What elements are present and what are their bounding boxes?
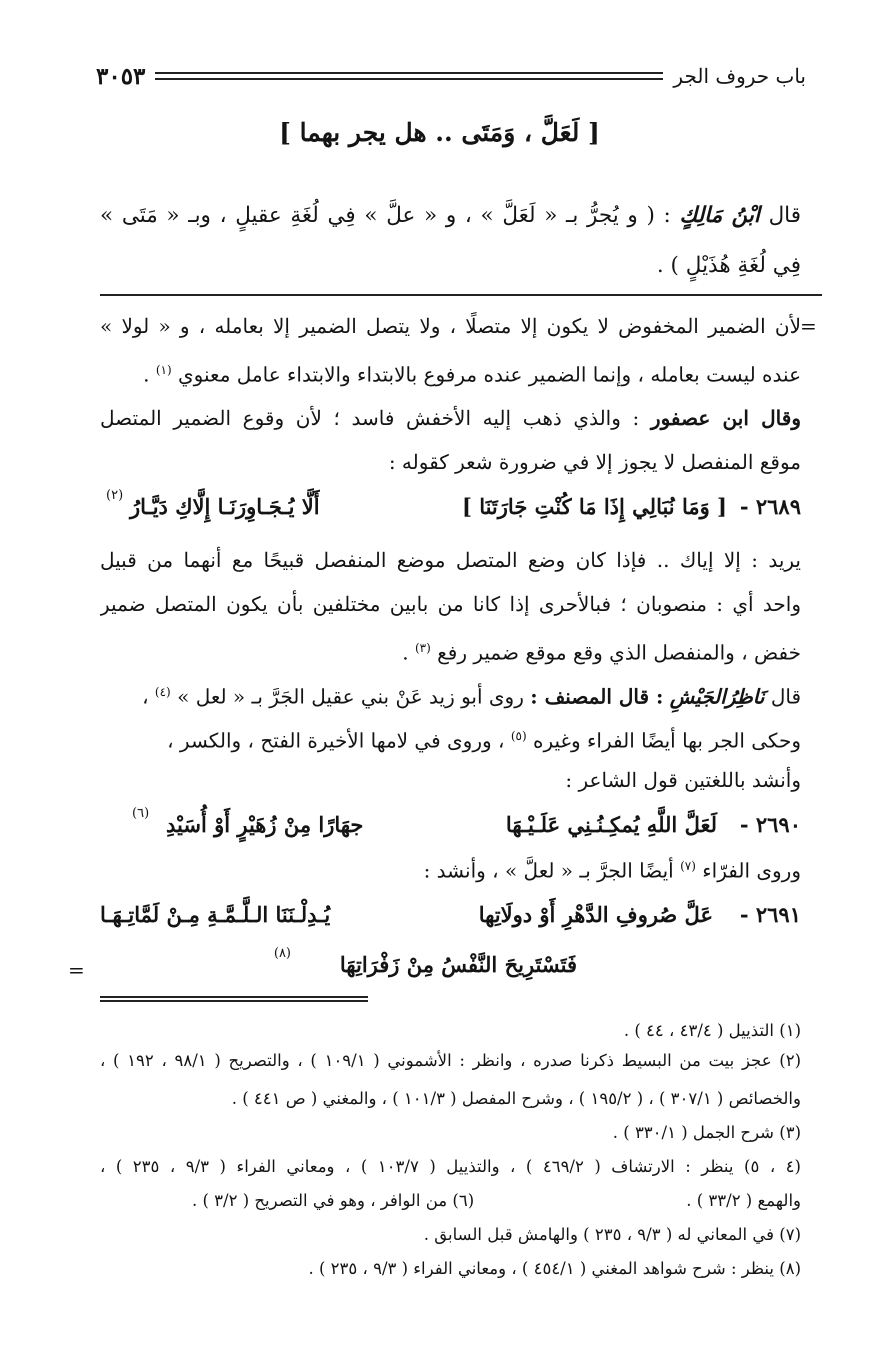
section-title: [ لَعَلَّ ، وَمَتَى .. هل يجر بهما ]: [279, 118, 600, 147]
running-header: [96, 56, 806, 96]
matn-rule: [100, 294, 822, 296]
verse-2689: [100, 488, 801, 532]
hemistich: جهَارًا مِنْ زُهَيْرٍ أَوْ أُسَيْدِ: [166, 812, 364, 837]
header-rule: [155, 72, 663, 80]
verse-2690: [100, 806, 801, 850]
chapter-title: باب حروف الجر: [673, 64, 806, 88]
matn-line-1: [100, 196, 801, 236]
verse-2691: [100, 896, 801, 940]
verse-number: ٢٦٨٩ -: [739, 494, 801, 519]
body-line: يريد : إلا إياك .. فإذا كان وضع المتصل موضع المنفصل قبيحًا مع أنهما من قبيل: [100, 548, 801, 572]
page-number: ٣٠٥٣: [96, 62, 146, 90]
footnote: (٧) في المعاني له ( ٩/٣ ، ٢٣٥ ) والهامش قبل السابق .: [423, 1225, 801, 1244]
footnote-ref: (١): [155, 363, 172, 377]
body-line: قال نَاظِرُالجَيْشِ : قال المصنف : روى أبو زيد عَنْ بني عقيل الجَرَّ بـ « لعل » $^{(٤)}$ ،: [142, 684, 801, 709]
body-line: واحد أي : منصوبان ؛ فبالأحرى إذا كانا من بابين مختلفين بأن يكون المتصل ضمير: [100, 592, 801, 616]
matn-speaker: ابْنُ مَالِكٍ: [679, 203, 760, 228]
body-line: وقال ابن عصفور : والذي ذهب إليه الأخفش فاسد ؛ لأن وقوع الضمير المتصل: [100, 406, 801, 430]
hemistich: [ وَمَا نُبَالِي إِذَا مَا كُنْتِ جَارَتَنَا ]: [461, 494, 727, 519]
matn-prefix: قال: [768, 203, 801, 228]
body-line: عنده ليست بعامله ، وإنما الضمير عنده مرفوع بالابتداء والابتداء عامل معنوي $^{(١)}$ .: [143, 362, 801, 387]
footnote: والخصائص ( ٣٠٧/١ ) ، ( ١٩٥/٢ ) ، وشرح المفصل ( ١٠١/٣ ) ، والمغني ( ص ٤٤١ ) .: [231, 1089, 801, 1108]
footnote: (٤ ، ٥) ينظر : الارتشاف ( ٤٦٩/٢ ) ، والتذييل ( ١٠٣/٧ ) ، ومعاني الفراء ( ٩/٣ ، ٢٣٥ ) ،: [100, 1157, 801, 1176]
footnote-ref: (٣): [414, 641, 431, 655]
footnote: (٢) عجز بيت من البسيط ذكرنا صدره ، وانظر : الأشموني ( ١٠٩/١ ) ، والتصريح ( ٩٨/١ ، ١٩٢ ) ،: [100, 1051, 801, 1070]
verse-number: ٢٦٩٠ -: [739, 812, 801, 837]
footnote-ref: (٤): [154, 685, 171, 699]
quoted-author: نَاظِرُالجَيْشِ: [669, 684, 765, 709]
quoted-author: وقال ابن عصفور: [650, 406, 801, 430]
body-line: وروى الفرّاء $^{(٧)}$ أيضًا الجرَّ بـ « لعلَّ » ، وأنشد :: [423, 858, 801, 883]
hemistich: يُـدِلْـنَنَا الـلَّـمَّـةِ مِـنْ لَمَّاتِـهَـا: [100, 902, 331, 927]
matn-text: : ( و يُجرُّ بـ « لَعَلَّ » ، و « علَّ » فِي لُغَةِ عقيلٍ ، وبـ « مَتَى »: [100, 203, 671, 228]
footnote: (٣) شرح الجمل ( ٣٣٠/١ ) .: [612, 1123, 801, 1142]
footnote: والهمع ( ٣٣/٢ ) .: [686, 1191, 801, 1210]
verse-number: ٢٦٩١ -: [739, 902, 801, 927]
footnote: (٦) من الوافر ، وهو في التصريح ( ٣/٢ ) .: [192, 1191, 475, 1210]
footnote-ref: (٨): [273, 946, 291, 961]
verse-2691-line-2: [100, 946, 801, 990]
hemistich: فَتَسْتَرِيحَ النَّفْسُ مِنْ زَفْرَاتِهَا: [339, 952, 577, 977]
footnote: (٨) ينظر : شرح شواهد المغني ( ٤٥٤/١ ) ، ومعاني الفراء ( ٩/٣ ، ٢٣٥ ) .: [308, 1259, 801, 1278]
footnote-ref: (٢): [106, 488, 124, 503]
hemistich: أَلَّا يُـجَـاوِرَنَـا إِلَّاكِ دَيَّـارُ: [130, 494, 320, 519]
body-line: خفض ، والمنفصل الذي وقع موقع ضمير رفع $^{(٣)}$ .: [402, 640, 801, 665]
body-line: وأنشد باللغتين قول الشاعر :: [565, 768, 801, 792]
hemistich: عَلَّ صُروفِ الدَّهْرِ أَوْ دولَاتِها: [478, 902, 713, 927]
body-line: لأن الضمير المخفوض لا يكون إلا متصلًا ، ولا يتصل الضمير إلا بعامله ، و « لولا »: [100, 314, 801, 338]
footnote-ref: (٥): [510, 729, 527, 743]
continuation-mark: =: [800, 314, 817, 338]
footnote: (١) التذييل ( ٤٣/٤ ، ٤٤ ) .: [623, 1021, 801, 1040]
footnote-ref: (٦): [132, 806, 150, 821]
hemistich: لَعَلَّ اللَّهِ يُمكِـنُـنِي عَلَـيْـهَا: [505, 812, 717, 837]
body-line: وحكى الجر بها أيضًا الفراء وغيره $^{(٥)}$ ، وروى في لامها الأخيرة الفتح ، والكسر ،: [167, 728, 801, 753]
matn-line-2: فِي لُغَةِ هُذَيْلٍ ) .: [656, 253, 801, 278]
footnotes-rule: [100, 996, 368, 1002]
footnote-row: [100, 1186, 801, 1216]
continuation-mark: =: [68, 958, 85, 982]
body-line: موقع المنفصل لا يجوز إلا في ضرورة شعر كقوله :: [388, 450, 801, 474]
footnote-ref: (٧): [680, 859, 696, 873]
section-title-block: [0, 118, 879, 147]
